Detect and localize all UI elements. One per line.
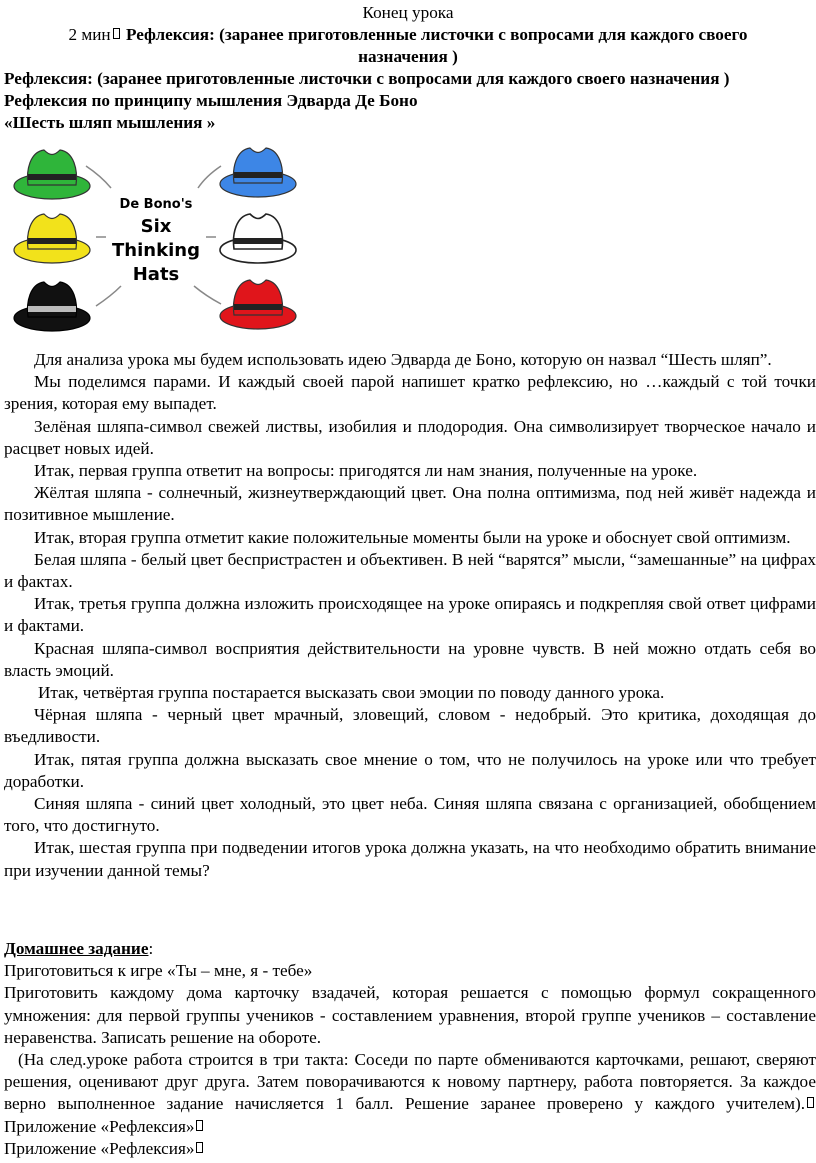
paragraph: Для анализа урока мы будем использовать идею Эдварда де Боно, которую он назвал “Шесть шляп”. — [34, 350, 772, 369]
homework-line — [4, 1049, 816, 1138]
missing-glyph-icon — [807, 1097, 814, 1108]
homework-line-text: (На след.уроке работа строится в три такта: Соседи по парте обмениваются карточками, решают, сверяют решения, оценивают друг друга. Затем поворачиваются к новому партнеру, работа повторяется. За каждое верно выполненное задание начисляется 1 балл. Решение заранее проверено у каждого учителем). — [4, 1050, 816, 1114]
title-text: Конец урока — [362, 3, 454, 22]
paragraph: Мы поделимся парами. И каждый своей парой напишет кратко рефлексию, но …каждый с той точки зрения, которая ему выпадет. — [4, 372, 816, 414]
missing-glyph-icon — [113, 28, 120, 39]
connector-line — [194, 286, 221, 304]
black-hat-icon — [14, 282, 90, 331]
appendix-line: Приложение «Рефлексия» — [4, 1138, 195, 1158]
white-hat-icon — [220, 214, 296, 263]
appendix-inline: Приложение «Рефлексия» — [4, 1116, 195, 1136]
six-label: Six — [140, 216, 172, 237]
missing-glyph-icon — [196, 1120, 203, 1131]
reflection-rest: : (заранее приготовленные листочки с вопросами для каждого своего назначения ) — [87, 69, 730, 88]
paragraph: Итак, шестая группа при подведении итогов урока должна указать, на что необходимо обратить внимание при изучении данной темы? — [4, 838, 816, 880]
paragraph: Итак, третья группа должна изложить происходящее на уроке опираясь и подкрепляя свой ответ цифрами и фактами. — [4, 594, 816, 636]
time-text: 2 мин — [68, 25, 111, 44]
lesson-end-title — [0, 2, 816, 24]
hats-label: Hats — [132, 264, 180, 285]
thinking-label: Thinking — [112, 240, 200, 261]
red-hat-icon — [220, 280, 296, 329]
subtitle-rest: : (заранее приготовленные листочки с вопросами для каждого своего назначения ) — [209, 25, 748, 67]
paragraph: Красная шляпа-символ восприятия действительности на уровне чувств. В ней можно отдать себя во власть эмоций. — [4, 638, 816, 680]
paragraph: Итак, четвёртая группа постарается высказать свои эмоции по поводу данного урока. — [38, 683, 665, 703]
yellow-hat-icon — [14, 214, 90, 263]
paragraph: Чёрная шляпа - черный цвет мрачный, зловещий, словом - недобрый. Это критика, доходящая до въедливости. — [4, 705, 816, 747]
six-hats-title: «Шесть шляп мышления » — [4, 113, 216, 133]
homework-section — [4, 938, 816, 1160]
paragraph: Итак, вторая группа отметит какие положительные моменты были на уроке и обоснует свой оптимизм. — [34, 527, 791, 547]
homework-line: Приготовить каждому дома карточку взадачей, которая решается с помощью формул сокращенного умножения: для первой группы учеников - составлением уравнения, второй группе учеников – составление неравенства. Записать решение на обороте. — [4, 983, 816, 1047]
blue-hat-icon — [220, 148, 296, 197]
connector-line — [198, 166, 221, 188]
subtitle-label: Рефлексия — [125, 25, 210, 44]
debono-label: De Bono's — [119, 197, 193, 212]
six-thinking-hats-figure — [6, 136, 306, 346]
paragraph: Итак, пятая группа должна высказать свое мнение о том, что не получилось на уроке или что требует доработки. — [4, 749, 816, 791]
reflection-principle: Рефлексия по принципу мышления Эдварда Де Боно — [4, 91, 418, 111]
hats-description — [4, 349, 816, 882]
paragraph: Зелёная шляпа-символ свежей листвы, изобилия и плодородия. Она символизирует творческое начало и расцвет новых идей. — [4, 416, 816, 458]
reflection-heading — [4, 68, 816, 135]
homework-colon: : — [148, 939, 154, 958]
homework-line: Приготовиться к игре «Ты – мне, я - тебе» — [4, 961, 313, 981]
missing-glyph-icon — [196, 1142, 203, 1153]
paragraph: Белая шляпа - белый цвет беспристрастен и объективен. В ней “варятся” мысли, “замешанные” на цифрах и фактах. — [4, 549, 816, 592]
green-hat-icon — [14, 150, 90, 199]
reflection-label: Рефлексия — [4, 69, 88, 88]
homework-label: Домашнее задание — [4, 939, 149, 958]
subtitle-line — [40, 24, 776, 68]
paragraph: Жёлтая шляпа - солнечный, жизнеутверждающий цвет. Она полна оптимизма, под ней живёт надежда и позитивное мышление. — [4, 483, 816, 525]
paragraph: Синяя шляпа - синий цвет холодный, это цвет неба. Синяя шляпа связана с организацией, обобщением того, что достигнуто. — [4, 794, 816, 836]
connector-line — [96, 286, 121, 306]
paragraph: Итак, первая группа ответит на вопросы: пригодятся ли нам знания, полученные на уроке. — [34, 461, 698, 481]
